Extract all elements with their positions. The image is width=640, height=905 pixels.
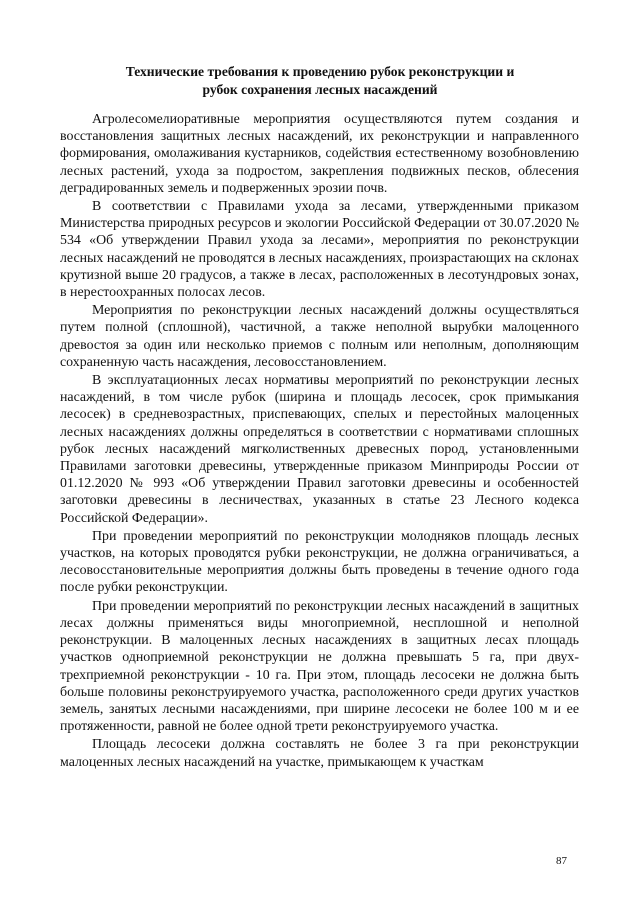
document-body <box>60 111 579 772</box>
paragraph-1: Агролесомелиоративные мероприятия осуществляются путем создания и восстановления защитных лесных насаждений, их реконструкции и направленного формирования, омолаживания кустарников, содействия естественному возобновлению лесных растений, ухода за подростом, закрепления подвижных песков, облесения деградированных земель и подверженных эрозии почв. <box>60 112 579 196</box>
paragraph-4: В эксплуатационных лесах нормативы мероприятий по реконструкции лесных насаждений, в том числе рубок (ширина и площадь лесосек, срок примыкания лесосек) в средневозрастных, приспевающих, спелых и перестойных малоценных лесных насаждениях должны определяться в соответствии с нормативами сплошных рубок лесных насаждений мягколиственных древесных пород, установленными Правилами заготовки древесины, утвержденные приказом Минприроды России от 01.12.2020 № 993 «Об утверждении Правил заготовки древесины и особенностей заготовки древесины в лесничествах, указанных в статье 23 Лесного кодекса Российской Федерации». <box>60 373 579 526</box>
paragraph-2: В соответствии с Правилами ухода за лесами, утвержденными приказом Министерства природных ресурсов и экологии Российской Федерации от 30.07.2020 № 534 «Об утверждении Правил ухода за лесами», мероприятия по реконструкции лесных насаждений не проводятся в лесных насаждениях, произрастающих на склонах крутизной выше 20 градусов, а также в лесах, расположенных в лесотундровых зонах, в нерестоохранных полосах лесов. <box>60 199 579 301</box>
paragraph-6: При проведении мероприятий по реконструкции лесных насаждений в защитных лесах должны применяться виды многоприемной, несплошной и неполной реконструкции. В малоценных лесных насаждениях в защитных лесах площадь участков однoприемной реконструкции не должна превышать 5 га, при двух-трехприемной реконструкции - 10 га. При этом, площадь лесосеки не должна быть больше половины реконструируемого участка, расположенного среди других участков земель, занятых лесными насаждениями, при ширине лесосеки не более 100 м и ее протяженности, равной не более одной трети реконструируемого участка. <box>60 598 579 735</box>
page-number: 87 <box>556 855 567 867</box>
title-line-2: рубок сохранения лесных насаждений <box>202 82 438 97</box>
document-title <box>60 63 580 99</box>
paragraph-5: При проведении мероприятий по реконструкции молодняков площадь лесных участков, на которых проводятся рубки реконструкции, не должна ограничиваться, а лесовосстановительные мероприятия должны быть проведены в течение одного года после рубки реконструкции. <box>60 528 579 596</box>
paragraph-7: Площадь лесосеки должна составлять не более 3 га при реконструкции малоценных лесных насаждений на участке, примыкающем к участкам <box>60 737 579 770</box>
paragraph-3: Мероприятия по реконструкции лесных насаждений должны осуществляться путем полной (сплошной), частичной, а также неполной вырубки малоценного древостоя за один или несколько приемов с полным или неполным, дополняющим сохраненную часть насаждения, лесовосстановлением. <box>60 303 579 370</box>
title-line-1: Технические требования к проведению рубок реконструкции и <box>125 64 515 79</box>
